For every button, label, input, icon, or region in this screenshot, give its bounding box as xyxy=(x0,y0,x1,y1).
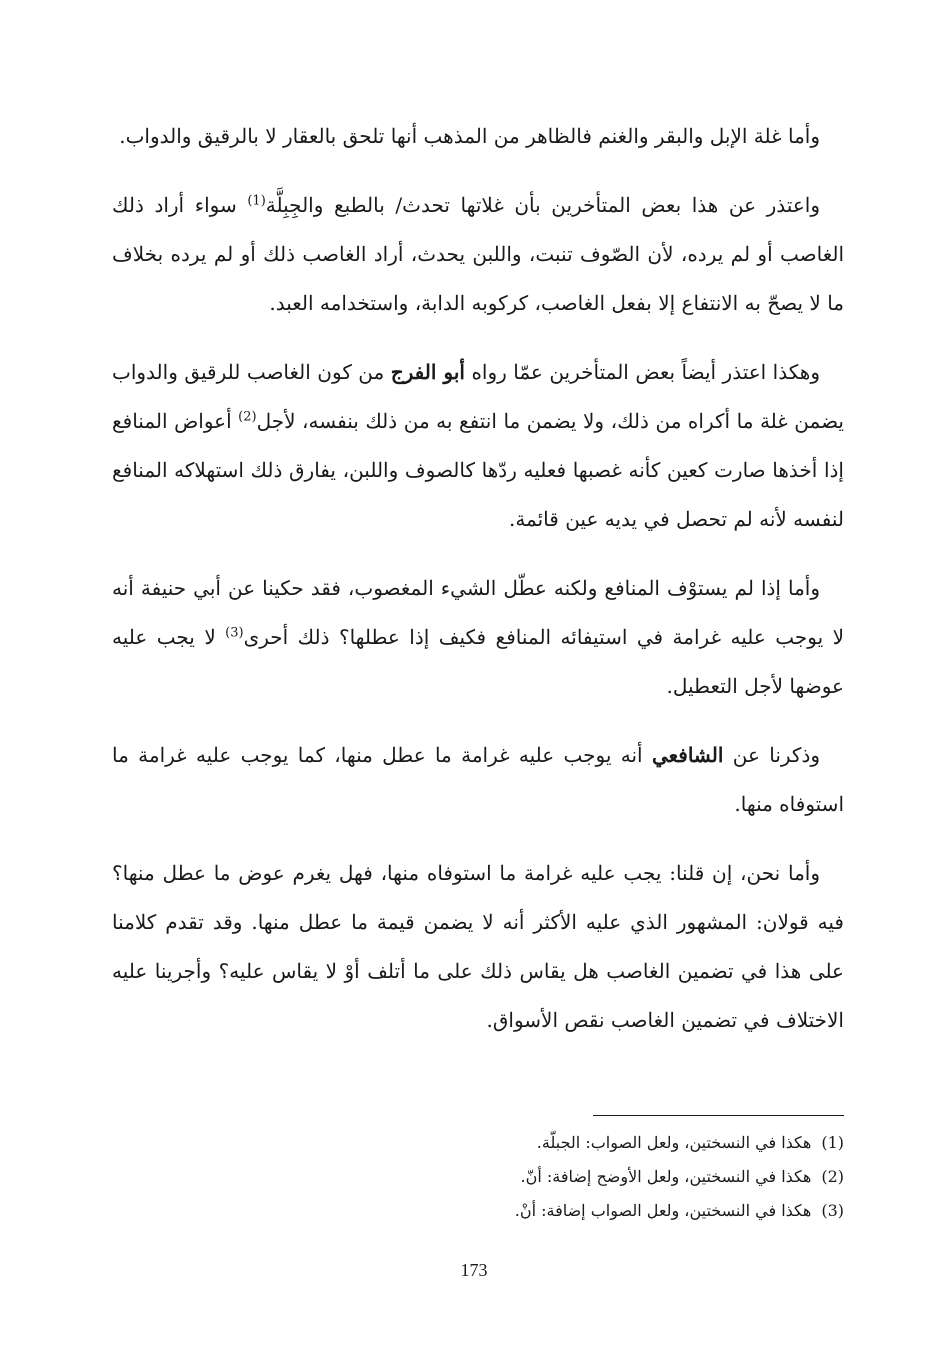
paragraph-text: وهكذا اعتذر أيضاً بعض المتأخرين عمّا رواه xyxy=(464,360,820,384)
footnote-3 xyxy=(380,1194,844,1228)
paragraph-2 xyxy=(112,181,844,328)
paragraph-text: وأما نحن، إن قلنا: يجب عليه غرامة ما استوفاه منها، فهل يغرم عوض ما عطل منها؟ فيه قولان: المشهور الذي عليه الأكثر أنه لا يضمن قيمة ما عطل منها. وقد تقدم كلامنا على هذا في تضمين الغاصب هل يقاس ذلك على ما أتلف أوْ لا يقاس عليه؟ وأجرينا عليه الاختلاف في تضمين الغاصب نقص الأسواق. xyxy=(112,861,844,1032)
paragraph-4 xyxy=(112,564,844,711)
footnote-text: هكذا في النسختين، ولعل الصواب إضافة: أنْ. xyxy=(514,1201,812,1220)
footnote-number: (3) xyxy=(821,1201,844,1220)
footnote-ref-1: (1) xyxy=(247,193,266,209)
paragraph-text: أنه يوجب عليه غرامة ما عطل منها، كما يوجب عليه غرامة ما استوفاه منها. xyxy=(112,743,844,816)
paragraph-text: وأما غلة الإبل والبقر والغنم فالظاهر من المذهب أنها تلحق بالعقار لا بالرقيق والدواب. xyxy=(119,124,820,148)
footnote-ref-3: (3) xyxy=(225,625,244,641)
paragraph-text: وأما إذا لم يستوْف المنافع ولكنه عطّل الشيء المغصوب، فقد حكينا عن أبي حنيفة أنه لا يوجب عليه غرامة في استيفائه المنافع فكيف إذا عطلها؟ ذلك أحرى xyxy=(112,576,844,649)
paragraph-text: لا يجب عليه عوضها لأجل التعطيل. xyxy=(112,625,844,698)
footnote-number: (2) xyxy=(821,1167,844,1186)
paragraph-5 xyxy=(112,731,844,829)
name-al-shafii: الشافعي xyxy=(651,743,724,767)
name-abu-al-faraj: أبو الفرج xyxy=(390,360,465,384)
paragraph-text: وذكرنا عن xyxy=(723,743,821,767)
paragraph-text: واعتذر عن هذا بعض المتأخرين بأن غلاتها تحدث/ بالطبع والجِبِلَّة xyxy=(265,193,820,217)
footnote-divider xyxy=(593,1115,844,1116)
footnote-number: (1) xyxy=(821,1133,844,1152)
main-text xyxy=(112,112,844,1065)
footnote-2 xyxy=(380,1160,844,1194)
paragraph-3 xyxy=(112,348,844,544)
footnote-ref-2: (2) xyxy=(238,409,257,425)
footnotes xyxy=(380,1126,844,1228)
paragraph-text: سواء أراد ذلك الغاصب أو لم يرده، لأن الصّوف تنبت، واللبن يحدث، أراد الغاصب ذلك أو لم يرده بخلاف ما لا يصحّ به الانتفاع إلا بفعل الغاصب، كركوبه الدابة، واستخدامه العبد. xyxy=(112,193,844,315)
footnote-text: هكذا في النسختين، ولعل الصواب: الجبلّة. xyxy=(536,1133,812,1152)
paragraph-6 xyxy=(112,849,844,1045)
page-number: 173 xyxy=(460,1260,488,1280)
paragraph-text: أعواض المنافع إذا أخذها صارت كعين كأنه غصبها فعليه ردّها كالصوف واللبن، يفارق ذلك استهلاكه المنافع لنفسه لأنه لم تحصل في يديه عين قائمة. xyxy=(112,409,844,531)
paragraph-text: من كون الغاصب للرقيق والدواب يضمن غلة ما أكراه من ذلك، ولا يضمن ما انتفع به من ذلك بنفسه، لأجل xyxy=(112,360,844,433)
footnote-1 xyxy=(380,1126,844,1160)
footnote-text: هكذا في النسختين، ولعل الأوضح إضافة: أنّ. xyxy=(520,1167,812,1186)
paragraph-1 xyxy=(112,112,844,161)
